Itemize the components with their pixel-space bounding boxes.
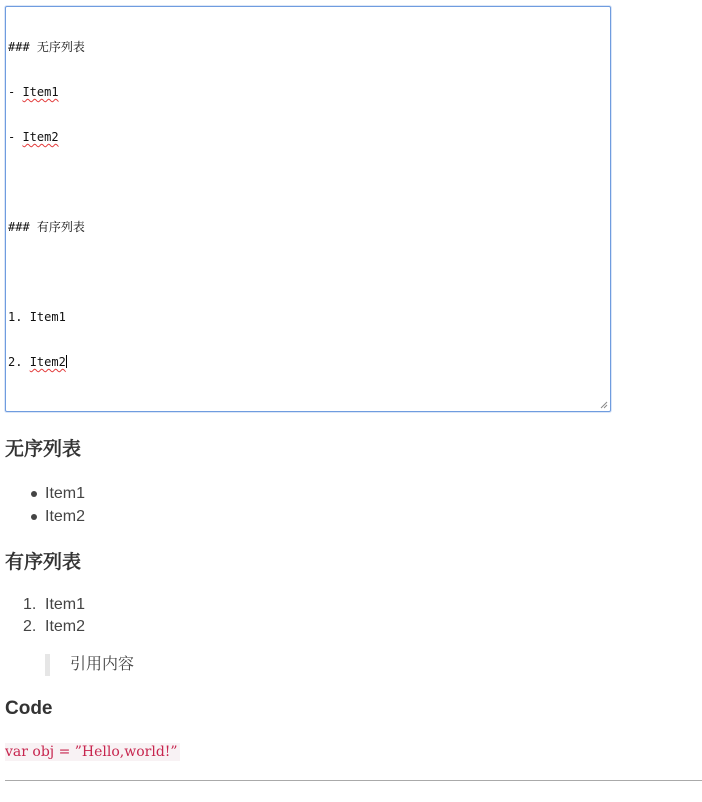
list-item-label: Item2 <box>45 508 86 525</box>
list-number: 2. <box>23 618 37 635</box>
editor-line <box>8 310 608 325</box>
markdown-editor-textarea[interactable] <box>5 6 611 412</box>
editor-blank-line <box>8 265 608 280</box>
editor-line: ### 有序列表 <box>8 220 85 234</box>
list-item <box>5 616 85 638</box>
list-item-label: Item1 <box>45 485 86 502</box>
list-item <box>5 482 85 505</box>
editor-blank-line <box>8 175 608 190</box>
preview-heading-ordered: 有序列表 <box>5 552 82 573</box>
editor-line-prefix: 1. <box>8 310 30 324</box>
horizontal-rule <box>5 780 702 781</box>
preview-heading-unordered: 无序列表 <box>5 439 82 460</box>
list-item <box>5 594 85 616</box>
list-item <box>5 505 85 528</box>
editor-line-prefix: - <box>8 85 23 99</box>
editor-line-prefix: - <box>8 130 23 144</box>
spellcheck-word: Item2 <box>29 355 66 369</box>
editor-word: Item1 <box>29 310 66 324</box>
preview-heading-code: Code <box>5 698 53 719</box>
editor-blank-line <box>8 400 608 412</box>
unordered-list <box>5 482 85 528</box>
resize-grip-icon[interactable] <box>600 401 608 409</box>
bullet-icon <box>31 491 37 497</box>
spellcheck-word: Item1 <box>22 85 59 99</box>
editor-line-prefix: 2. <box>8 355 30 369</box>
inline-code: var obj = ”Hello,world!” <box>5 744 178 760</box>
editor-line <box>8 85 608 100</box>
editor-line <box>8 355 608 370</box>
list-item-label: Item2 <box>45 618 86 635</box>
editor-line: ### 无序列表 <box>8 40 85 54</box>
editor-line <box>8 130 608 145</box>
blockquote: 引用内容 <box>45 654 445 676</box>
list-item-label: Item1 <box>45 596 86 613</box>
text-caret <box>66 355 67 368</box>
spellcheck-word: Item2 <box>22 130 59 144</box>
list-number: 1. <box>23 596 37 613</box>
ordered-list <box>5 594 85 638</box>
bullet-icon <box>31 514 37 520</box>
